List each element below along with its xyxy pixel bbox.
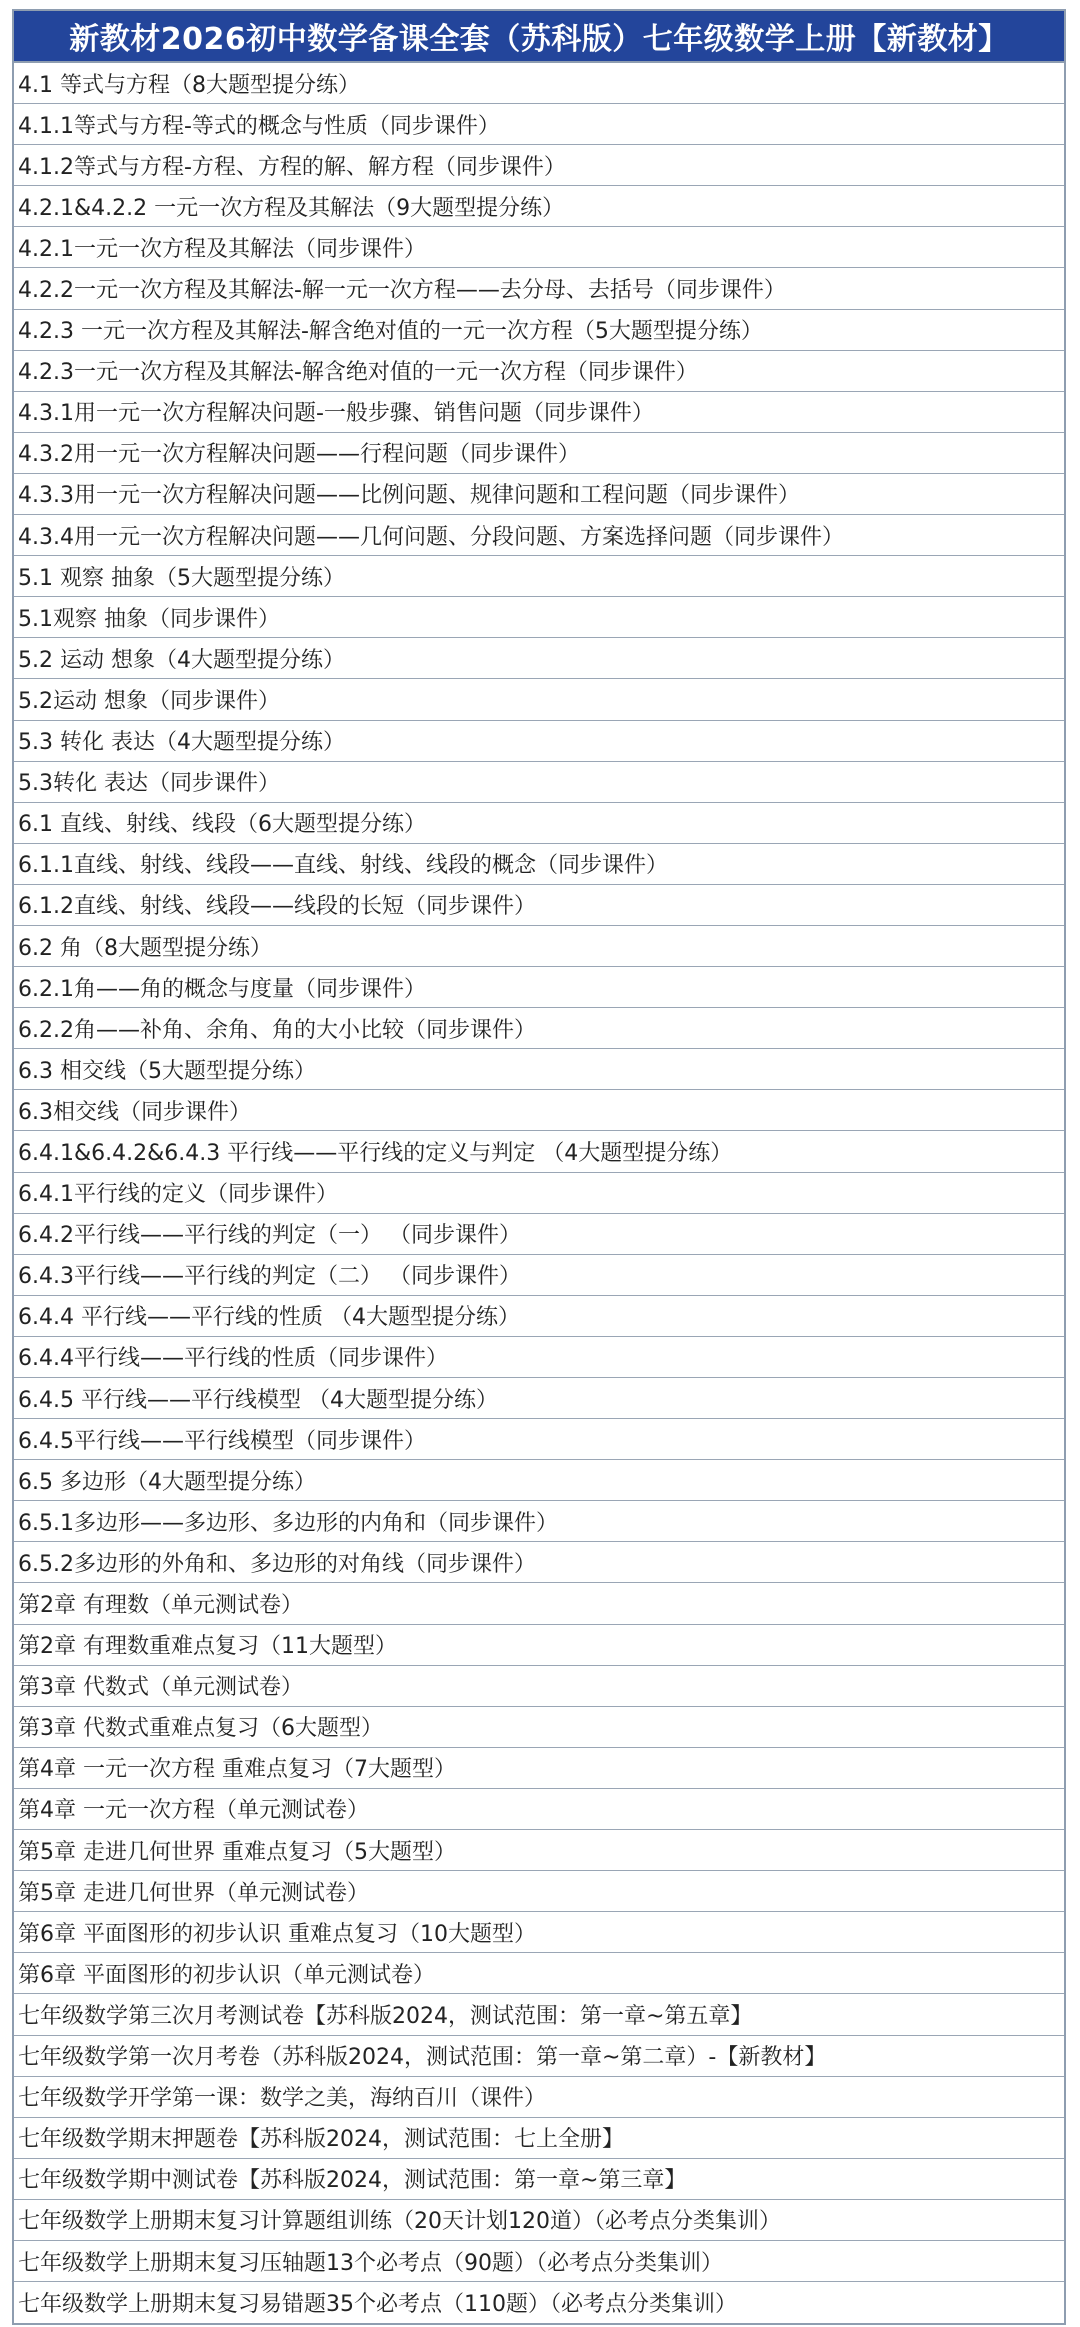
list-item[interactable]: 4.3.1用一元一次方程解决问题-一般步骤、销售问题（同步课件）	[14, 392, 1064, 433]
list-item[interactable]: 第3章 代数式（单元测试卷）	[14, 1666, 1064, 1707]
list-item[interactable]: 第2章 有理数重难点复习（11大题型）	[14, 1625, 1064, 1666]
list-item[interactable]: 4.2.1一元一次方程及其解法（同步课件）	[14, 227, 1064, 268]
list-item[interactable]: 6.5 多边形（4大题型提分练）	[14, 1460, 1064, 1501]
list-item[interactable]: 4.3.2用一元一次方程解决问题——行程问题（同步课件）	[14, 433, 1064, 474]
list-item[interactable]: 6.4.1平行线的定义（同步课件）	[14, 1173, 1064, 1214]
list-item[interactable]: 6.1 直线、射线、线段（6大题型提分练）	[14, 803, 1064, 844]
resource-list	[14, 63, 1064, 2323]
page-title: 新教材2026初中数学备课全套（苏科版）七年级数学上册【新教材】	[14, 11, 1064, 63]
list-item[interactable]: 6.4.1&6.4.2&6.4.3 平行线——平行线的定义与判定 （4大题型提分练）	[14, 1131, 1064, 1172]
list-item[interactable]: 5.3转化 表达（同步课件）	[14, 762, 1064, 803]
list-item[interactable]: 6.2 角（8大题型提分练）	[14, 926, 1064, 967]
list-item[interactable]: 第3章 代数式重难点复习（6大题型）	[14, 1707, 1064, 1748]
list-item[interactable]: 6.3 相交线（5大题型提分练）	[14, 1049, 1064, 1090]
list-item[interactable]: 七年级数学开学第一课：数学之美，海纳百川（课件）	[14, 2077, 1064, 2118]
list-item[interactable]: 6.2.1角——角的概念与度量（同步课件）	[14, 967, 1064, 1008]
list-item[interactable]: 4.2.3 一元一次方程及其解法-解含绝对值的一元一次方程（5大题型提分练）	[14, 310, 1064, 351]
list-item[interactable]: 6.4.2平行线——平行线的判定（一） （同步课件）	[14, 1214, 1064, 1255]
list-item[interactable]: 第6章 平面图形的初步认识（单元测试卷）	[14, 1953, 1064, 1994]
list-item[interactable]: 七年级数学第一次月考卷（苏科版2024，测试范围：第一章~第二章）-【新教材】	[14, 2036, 1064, 2077]
list-item[interactable]: 七年级数学上册期末复习易错题35个必考点（110题）（必考点分类集训）	[18, 2292, 737, 2318]
list-item[interactable]: 6.4.4平行线——平行线的性质（同步课件）	[14, 1337, 1064, 1378]
list-item[interactable]: 第4章 一元一次方程 重难点复习（7大题型）	[14, 1748, 1064, 1789]
list-item[interactable]: 5.1 观察 抽象（5大题型提分练）	[14, 556, 1064, 597]
list-item[interactable]: 第2章 有理数（单元测试卷）	[14, 1583, 1064, 1624]
list-item[interactable]: 4.2.3一元一次方程及其解法-解含绝对值的一元一次方程（同步课件）	[14, 351, 1064, 392]
list-item[interactable]: 七年级数学期末押题卷【苏科版2024，测试范围：七上全册】	[14, 2118, 1064, 2159]
list-item[interactable]: 七年级数学上册期末复习计算题组训练（20天计划120道）（必考点分类集训）	[14, 2200, 1064, 2241]
list-item[interactable]: 5.2运动 想象（同步课件）	[14, 679, 1064, 720]
list-item[interactable]: 第6章 平面图形的初步认识 重难点复习（10大题型）	[14, 1912, 1064, 1953]
list-item[interactable]: 6.5.2多边形的外角和、多边形的对角线（同步课件）	[14, 1542, 1064, 1583]
list-item[interactable]: 6.4.3平行线——平行线的判定（二） （同步课件）	[14, 1255, 1064, 1296]
resource-table	[12, 9, 1066, 2325]
list-item[interactable]: 4.1.1等式与方程-等式的概念与性质（同步课件）	[14, 104, 1064, 145]
list-item[interactable]: 6.4.4 平行线——平行线的性质 （4大题型提分练）	[14, 1296, 1064, 1337]
list-item[interactable]: 6.4.5平行线——平行线模型（同步课件）	[14, 1419, 1064, 1460]
list-item[interactable]: 第5章 走进几何世界（单元测试卷）	[14, 1871, 1064, 1912]
list-item[interactable]: 6.4.5 平行线——平行线模型 （4大题型提分练）	[14, 1378, 1064, 1419]
list-item[interactable]: 6.1.2直线、射线、线段——线段的长短（同步课件）	[14, 885, 1064, 926]
list-item[interactable]: 5.1观察 抽象（同步课件）	[14, 597, 1064, 638]
list-item[interactable]: 七年级数学期中测试卷【苏科版2024，测试范围：第一章~第三章】	[14, 2159, 1064, 2200]
list-item[interactable]: 4.3.3用一元一次方程解决问题——比例问题、规律问题和工程问题（同步课件）	[14, 474, 1064, 515]
list-item[interactable]: 4.3.4用一元一次方程解决问题——几何问题、分段问题、方案选择问题（同步课件）	[14, 515, 1064, 556]
list-item[interactable]: 七年级数学上册期末复习压轴题13个必考点（90题）（必考点分类集训）	[14, 2241, 1064, 2282]
list-item[interactable]: 4.1.2等式与方程-方程、方程的解、解方程（同步课件）	[14, 145, 1064, 186]
list-item[interactable]: 5.3 转化 表达（4大题型提分练）	[14, 721, 1064, 762]
list-item[interactable]: 6.5.1多边形——多边形、多边形的内角和（同步课件）	[14, 1501, 1064, 1542]
list-item[interactable]: 第5章 走进几何世界 重难点复习（5大题型）	[14, 1830, 1064, 1871]
list-item[interactable]: 6.2.2角——补角、余角、角的大小比较（同步课件）	[14, 1008, 1064, 1049]
list-item[interactable]: 4.2.2一元一次方程及其解法-解一元一次方程——去分母、去括号（同步课件）	[14, 268, 1064, 309]
list-item[interactable]: 第4章 一元一次方程（单元测试卷）	[14, 1789, 1064, 1830]
list-item[interactable]: 4.1 等式与方程（8大题型提分练）	[14, 63, 1064, 104]
list-item[interactable]: 6.1.1直线、射线、线段——直线、射线、线段的概念（同步课件）	[14, 844, 1064, 885]
list-item[interactable]: 5.2 运动 想象（4大题型提分练）	[14, 638, 1064, 679]
list-item[interactable]: 6.3相交线（同步课件）	[14, 1090, 1064, 1131]
list-item[interactable]: 4.2.1&4.2.2 一元一次方程及其解法（9大题型提分练）	[14, 186, 1064, 227]
list-item[interactable]: 七年级数学第三次月考测试卷【苏科版2024，测试范围：第一章~第五章】	[14, 1994, 1064, 2035]
